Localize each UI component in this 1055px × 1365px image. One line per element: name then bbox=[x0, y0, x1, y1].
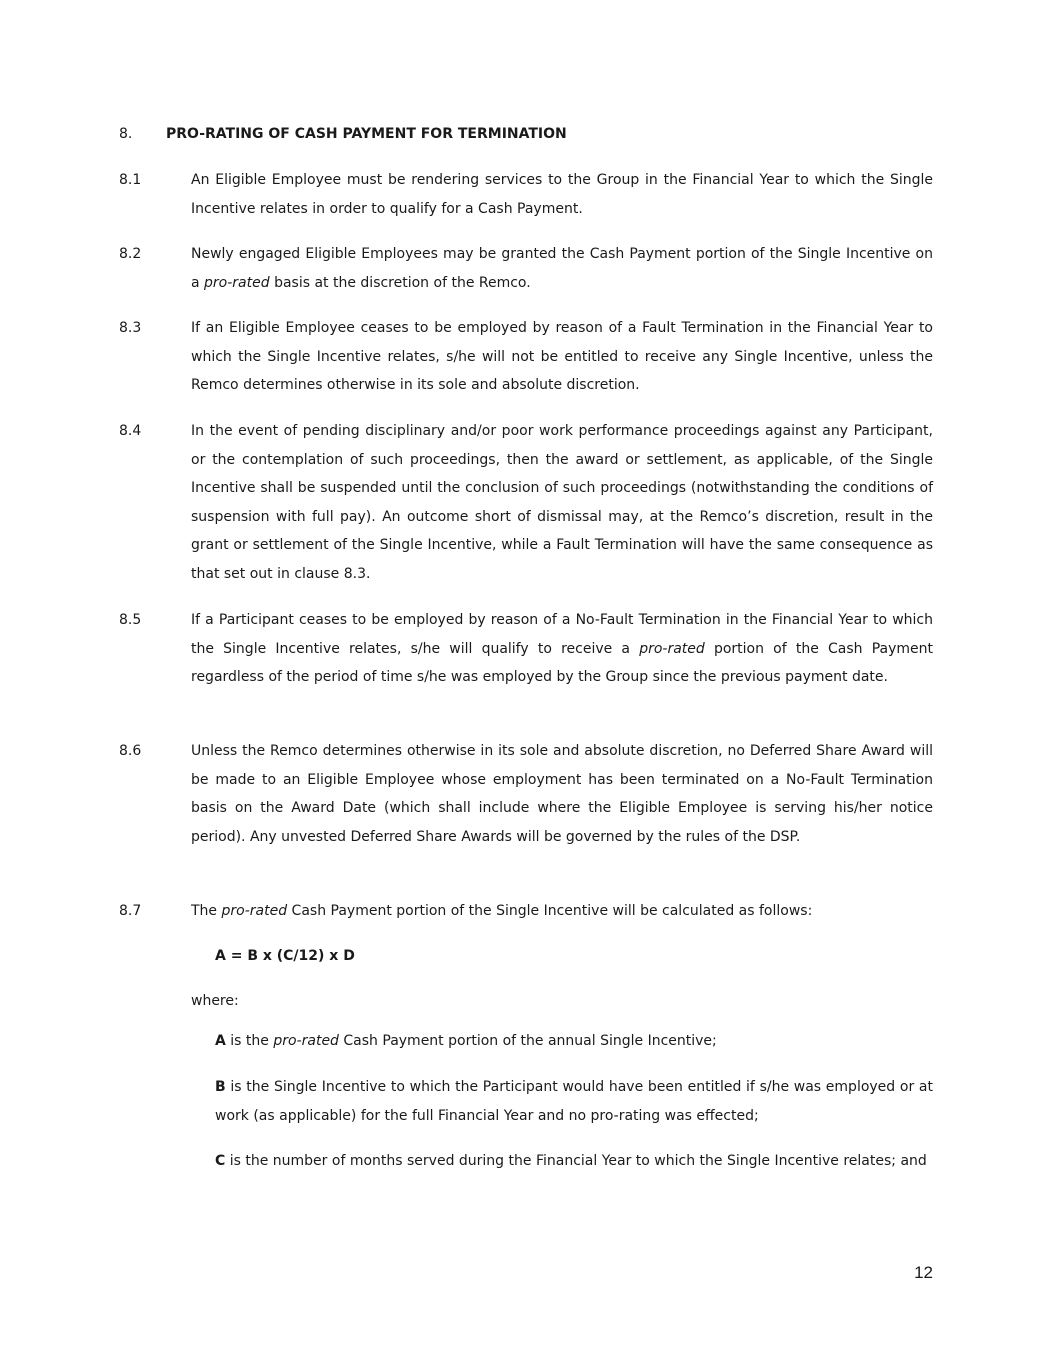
clause-number: 8.1 bbox=[119, 172, 142, 188]
clause-8-2 bbox=[119, 240, 933, 297]
clause-text: In the event of pending disciplinary and/or poor work performance proceedings against any Participant, or the contemplation of such proceedings, then the award or settlement, as applicable, of the Single Incentive shall be suspended until the conclusion of such proceedings (notwithstanding the conditions of suspension with full pay). An outcome short of dismissal may, at the Remco’s discretion, result in the grant or settlement of the Single Incentive, while a Fault Termination will have the same consequence as that set out in clause 8.3. bbox=[191, 423, 933, 582]
clause-text: An Eligible Employee must be rendering services to the Group in the Financial Year to which the Single Incentive relates in order to qualify for a Cash Payment. bbox=[191, 172, 933, 217]
clause-8-3 bbox=[119, 314, 933, 400]
clause-8-4 bbox=[119, 417, 933, 588]
definition-a: A is the pro-rated Cash Payment portion of the annual Single Incentive; bbox=[215, 1033, 717, 1049]
clause-number: 8.4 bbox=[119, 423, 142, 439]
clause-text: Unless the Remco determines otherwise in its sole and absolute discretion, no Deferred Share Award will be made to an Eligible Employee whose employment has been terminated on a No-Fault Termination basis on the Award Date (which shall include where the Eligible Employee is serving his/her notice period). Any unvested Deferred Share Awards will be governed by the rules of the DSP. bbox=[191, 743, 933, 845]
clause-8-1 bbox=[119, 166, 933, 223]
section-title: PRO-RATING OF CASH PAYMENT FOR TERMINATION bbox=[166, 126, 567, 142]
clause-text: If a Participant ceases to be employed by reason of a No-Fault Termination in the Financial Year to which the Single Incentive relates, s/he will qualify to receive a pro-rated portion of the Cash Payment regardless of the period of time s/he was employed by the Group since the previous payment date. bbox=[191, 612, 934, 685]
clause-number: 8.3 bbox=[119, 320, 142, 336]
where-label: where: bbox=[191, 993, 239, 1009]
clause-8-6 bbox=[119, 737, 933, 851]
definition-b bbox=[215, 1073, 933, 1130]
clause-8-5 bbox=[119, 606, 933, 692]
clause-number: 8.6 bbox=[119, 743, 142, 759]
clause-text: If an Eligible Employee ceases to be employed by reason of a Fault Termination in the Financial Year to which the Single Incentive relates, s/he will not be entitled to receive any Single Incentive, unless the Remco determines otherwise in its sole and absolute discretion. bbox=[191, 320, 933, 393]
formula: A = B x (C/12) x D bbox=[215, 948, 355, 964]
clause-text: The pro-rated Cash Payment portion of the Single Incentive will be calculated as follows: bbox=[191, 903, 813, 919]
definition-letter: B bbox=[215, 1079, 226, 1095]
definition-c bbox=[215, 1147, 933, 1176]
definition-letter: C bbox=[215, 1153, 226, 1169]
clause-number: 8.5 bbox=[119, 612, 142, 628]
clause-number: 8.7 bbox=[119, 903, 142, 919]
definition-text: is the number of months served during the Financial Year to which the Single Incentive relates; and bbox=[225, 1153, 927, 1169]
clause-text: Newly engaged Eligible Employees may be granted the Cash Payment portion of the Single Incentive on a pro-rated basis at the discretion of the Remco. bbox=[191, 246, 933, 291]
section-number: 8. bbox=[119, 126, 133, 142]
definition-text: is the Single Incentive to which the Participant would have been entitled if s/he was employed or at work (as applicable) for the full Financial Year and no pro-rating was effected; bbox=[215, 1079, 933, 1124]
page-number: 12 bbox=[914, 1263, 933, 1282]
section-heading bbox=[119, 124, 567, 144]
clause-8-7 bbox=[119, 897, 933, 926]
definition-letter: A bbox=[215, 1033, 226, 1049]
clause-number: 8.2 bbox=[119, 246, 142, 262]
